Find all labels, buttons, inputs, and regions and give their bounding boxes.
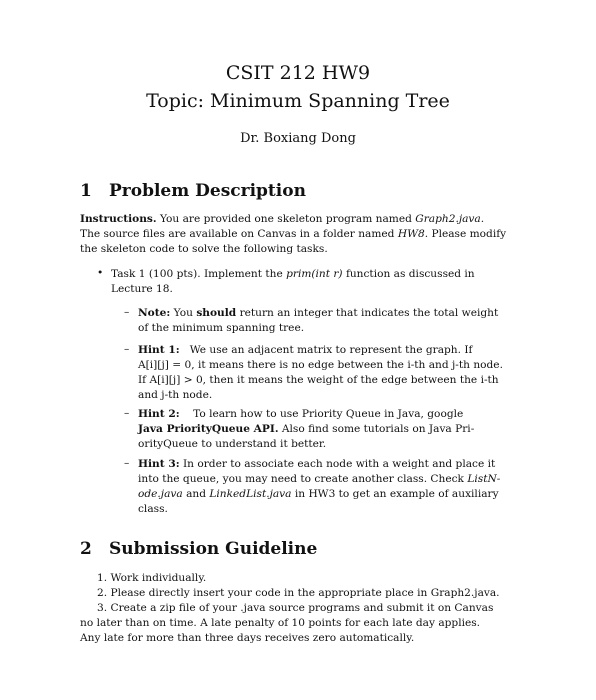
task-text: Task 1 (100 pts). Implement the [111, 268, 283, 280]
hint3-line-2 [138, 472, 500, 487]
instructions-text: The source files are available on Canvas in a folder named [80, 228, 395, 240]
instructions-line-1 [80, 212, 484, 227]
instructions-line-2 [80, 227, 506, 242]
filename-listnode: ode.java [138, 488, 183, 500]
function-name: prim(int r) [286, 268, 343, 280]
hint3-text: and [186, 488, 206, 500]
api-name: Java PriorityQueue API. [138, 423, 279, 435]
dash-icon: – [124, 306, 130, 318]
folder-name: HW8. [397, 228, 429, 240]
hint2-text: Also find some tutorials on Java Pri- [281, 423, 475, 435]
guideline-item-2: 2. Please directly insert your code in the appropriate place in Graph2.java. [97, 587, 500, 599]
note-line-2: of the minimum spanning tree. [138, 322, 305, 334]
note-emphasis: should [196, 307, 237, 319]
hint3-line-1 [138, 457, 495, 472]
hint1-line-4: and j-th node. [138, 389, 213, 401]
instructions-line-3: the skeleton code to solve the following tasks. [80, 243, 328, 255]
hint1-text: We use an adjacent matrix to represent the graph. If [189, 344, 473, 356]
hint2-line-2 [138, 422, 474, 437]
hint3-text: into the queue, you may need to create another class. Check [138, 473, 464, 485]
instructions-label: Instructions. [80, 213, 157, 225]
topic-title: Topic: Minimum Spanning Tree [146, 90, 450, 112]
note-text: return an integer that indicates the total weight [239, 307, 499, 319]
dash-icon: – [124, 407, 130, 419]
hint1-line-2: A[i][j] = 0, it means there is no edge between the i-th and j-th node. [138, 359, 503, 371]
hint2-line-1 [138, 407, 463, 422]
dash-icon: – [124, 343, 130, 355]
task-text: function as discussed in [345, 268, 475, 280]
hint1-line-3: If A[i][j] > 0, then it means the weight of the edge between the i-th [138, 374, 499, 386]
guideline-item-1: 1. Work individually. [97, 572, 207, 584]
note-line-1 [138, 306, 498, 321]
graph2-filename: Graph2.java. [415, 213, 485, 225]
hint1-label: Hint 1: [138, 344, 180, 356]
guideline-item-3-cont: no later than on time. A late penalty of 10 points for each late day applies. [80, 617, 481, 629]
section-2-number: 2 [80, 539, 92, 559]
hint2-text: To learn how to use Priority Queue in Java, google [193, 408, 464, 420]
hint3-text: in HW3 to get an example of auxiliary [294, 488, 499, 500]
bullet-icon: • [97, 267, 104, 279]
hint2-label: Hint 2: [138, 408, 180, 420]
task-line-1 [111, 267, 475, 282]
instructions-text: You are provided one skeleton program named [159, 213, 412, 225]
hint2-line-3: orityQueue to understand it better. [138, 438, 327, 450]
hint3-line-3 [138, 487, 499, 502]
filename-listnode: ListN- [467, 473, 501, 485]
guideline-item-3-cont: Any late for more than three days receives zero automatically. [80, 632, 415, 644]
instructions-text: Please modify [431, 228, 507, 240]
task-line-2: Lecture 18. [111, 283, 173, 295]
course-title: CSIT 212 HW9 [225, 62, 371, 84]
dash-icon: – [124, 457, 130, 469]
note-text: You [173, 307, 193, 319]
filename-linkedlist: LinkedList.java [209, 488, 292, 500]
hint1-line-1 [138, 343, 472, 358]
section-1-number: 1 [80, 181, 92, 201]
hint3-text: In order to associate each node with a weight and place it [182, 458, 496, 470]
hint3-label: Hint 3: [138, 458, 180, 470]
guideline-item-3: 3. Create a zip file of your .java source programs and submit it on Canvas [97, 602, 494, 614]
author-name: Dr. Boxiang Dong [240, 131, 356, 146]
section-2-title: Submission Guideline [109, 539, 318, 559]
section-1-title: Problem Description [109, 181, 306, 201]
hint3-line-4: class. [138, 503, 168, 515]
note-label: Note: [138, 307, 171, 319]
